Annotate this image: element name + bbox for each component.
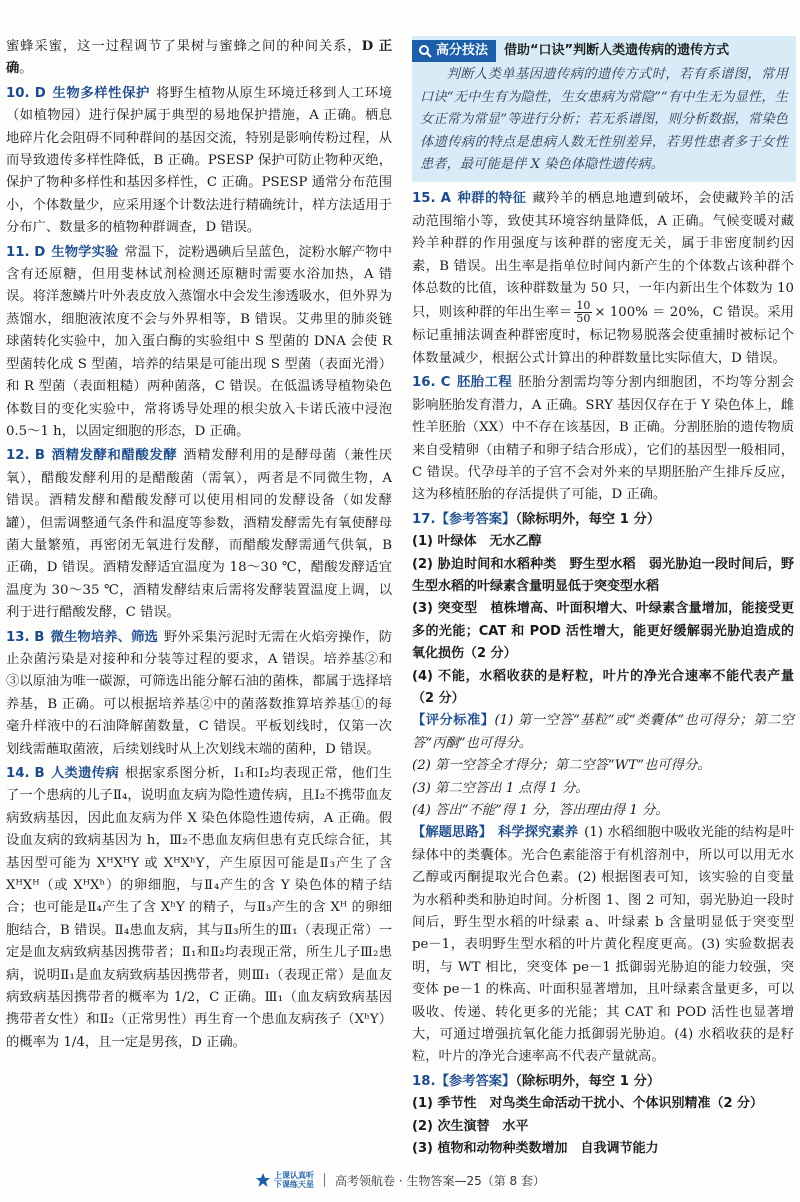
star-logo-icon [255, 1172, 271, 1188]
topic-label: 人类遗传病 [50, 766, 119, 781]
answer-line: (3) 突变型 植株增高、叶面积增大、叶绿素含量增加，能接受更多的光能；CAT 和 POD 活性增大，能更好缓解弱光胁迫造成的氧化损伤（2 分） [412, 601, 794, 662]
topic-label: 微生物培养、筛选 [50, 629, 158, 645]
footer-divider [324, 1173, 325, 1187]
tip-header [412, 40, 788, 62]
topic-label: 生物学实验 [51, 244, 119, 260]
brand-logo: 上课认真听 下课练天星 [255, 1171, 314, 1189]
footer-text: 高考领航卷 · 生物答案—25（第 8 套） [335, 1173, 545, 1188]
tip-title: 借助“口诀”判断人类遗传病的遗传方式 [504, 43, 730, 58]
right-column [412, 36, 794, 1161]
question-12: 12. B 酒精发酵和醋酸发酵 酒精发酵利用的是酵母菌（兼性厌氧），醋酸发酵利用的是醋酸菌（需氧），两者是不同微生物，A 错误。酒精发酵和醋酸发酵可以使用相同的发酵设备（如发酵罐），但需调整通气条件和温度等参数，酒精发酵需先有氧使酵母菌大量繁殖，再密闭无氧进行发酵，而醋酸发酵需通气供氧，B 正确，D 错误。酒精发酵适宜温度为 18～30 ℃，醋酸发酵适宜温度为 30～35 ℃，酒精发酵结束后需将发酵装置温度上调，以利于进行醋酸发酵，C 错误。 [6, 448, 393, 621]
answer-line: (4) 不能，水稻收获的是籽粒，叶片的净光合速率不能代表产量（2 分） [412, 668, 794, 706]
tip-tag: 高分技法 [412, 40, 496, 62]
answer-line: (1) 季节性 对鸟类生命活动干扰小、个体识别精准（2 分） [412, 1096, 764, 1112]
answer-line: (2) 胁迫时间和水稻种类 野生型水稻 弱光胁迫一段时间后，野生型水稻的叶绿素含量明显低于突变型水稻 [412, 556, 794, 594]
answer-line: (3) 植物和动物种类数增加 自我调节能力 [412, 1141, 659, 1157]
eval-line: (2) 第一空答全才得分；第二空答“WT”也可得分。 [412, 758, 711, 774]
fraction: $\frac{10}{50}$ [576, 299, 591, 326]
q9-continuation: 蜜蜂采蜜，这一过程调节了果树与蜜蜂之间的种间关系，D 正确。 [6, 39, 392, 77]
question-17-header: 17.【参考答案】（除标明外，每空 1 分） [412, 511, 661, 527]
solution-idea: 【解题思路】 科学探究素养 (1) 水稻细胞中吸收光能的结构是叶绿体中的类囊体。光合色素能溶于有机溶剂中，所以可以用无水乙醇或丙酮提取光合色素。(2) 根据图表可知，该实验的自变量为水稻种类和胁迫时间。分析图 1、图 2 可知，弱光胁迫一段时间后，野生型水稻的叶绿素 a、叶绿素 b 含量明显低于突变型 pe－1，表明野生型水稻的叶片黄化程度更高。(3) 实验数据表明，与 WT 相比，突变体 pe－1 抵御弱光胁迫的能力较强，突变体 pe－1 的株高、叶面积显著增加，且叶绿素含量更多，可以吸收、传递、转化更多的光能；其 CAT 和 POD 活性也显著增大，可通过增强抗氧化能力抵御弱光胁迫。(4) 水稻收获的是籽粒，叶片的净光合速率高不代表产量就高。 [412, 825, 794, 1065]
question-18-header: 18.【参考答案】（除标明外，每空 1 分） [412, 1073, 661, 1089]
topic-label: 胚胎工程 [456, 375, 513, 391]
left-column [6, 36, 392, 1054]
eval-standard: 【评分标准】(1) 第一空答“基粒”或“类囊体”也可得分；第二空答“丙酮”也可得分。 [412, 713, 794, 751]
page-footer [0, 1169, 800, 1191]
question-14: 14. B 人类遗传病 根据家系图分析，Ⅰ₁和Ⅰ₂均表现正常，他们生了一个患病的儿子Ⅱ₄，说明血友病为隐性遗传病，且Ⅰ₂不携带血友病致病基因，因此血友病为伴 X 染色体隐性遗传病，A 正确。假设血友病的致病基因为 h，Ⅲ₂不患血友病但患有克氏综合征，其基因型可能为 XᴴXᴴY 或 XᴴXʰY，产生原因可能是Ⅱ₃产生了含 XᴴXᴴ（或 XᴴXʰ）的卵细胞，与Ⅱ₄产生的含 Y 染色体的精子结合；也可能是Ⅱ₄产生了含 XʰY 的精子，与Ⅱ₃产生的含 Xᴴ 的卵细胞结合，B 错误。Ⅱ₄患血友病，其与Ⅱ₃所生的Ⅲ₁（表现正常）一定是血友病致病基因携带者；Ⅱ₁和Ⅱ₂均表现正常，所生儿子Ⅲ₂患病，说明Ⅱ₁是血友病致病基因携带者，则Ⅲ₁（表现正常）是血友病致病基因携带者的概率为 1/2，C 正确。Ⅲ₁（血友病致病基因携带者女性）和Ⅱ₂（正常男性）再生育一个患血友病孩子（XʰY）的概率为 1/4，且一定是男孩，D 正确。 [6, 766, 392, 1050]
topic-label: 酒精发酵和醋酸发酵 [50, 448, 178, 464]
question-16: 16. C 胚胎工程 胚胎分割需均等分割内细胞团，不均等分割会影响胚胎发育潜力，A 正确。SRY 基因仅存在于 Y 染色体上，雌性羊胚胎（XX）中不存在该基因，B 正确。分割胚胎的遗传物质来自受精卵（由精子和卵子结合形成），它们的基因型一般相同，C 错误。代孕母羊的子宫不会对外来的早期胚胎产生排斥反应，这为移植胚胎的存活提供了可能，D 正确。 [412, 375, 795, 503]
eval-line: (3) 第二空答出 1 点得 1 分。 [412, 780, 589, 796]
question-15: 15. A 种群的特征 藏羚羊的栖息地遭到破坏，会使藏羚羊的活动范围缩小等，致使其环境容纳量降低，A 正确。气候变暖对藏羚羊种群的作用强度与该种群的密度无关，属于非密度制约因素，B 错误。出生率是指单位时间内新产生的个体数占该种群个体总数的比值，该种群数量为 50 只，一年内新出生个体数为 10 只，则该种群的年出生率＝ $\frac{10}{50}$ × 100% ＝ 20%，C 错误。采用标记重捕法调查种群密度时，标记物易脱落会使重捕时被标记个体数量减少，根据公式计算出的种群数量比实际值大，D 错误。 [412, 191, 795, 366]
question-13: 13. B 微生物培养、筛选 野外采集污泥时无需在火焰旁操作，防止杂菌污染是对接种和分装等过程的要求，A 错误。培养基②和③以原油为唯一碳源，可筛选出能分解石油的菌株，都属于选择培养基，B 正确。可以根据培养基②中的菌落数推算培养基①的每毫升样液中的石油降解菌数量，C 错误。平板划线时，仅第一次划线需蘸取菌液，后续划线时从上次划线末端的菌种，D 错误。 [6, 629, 392, 757]
eval-line: (4) 答出“不能”得 1 分，答出理由得 1 分。 [412, 803, 669, 818]
question-10: 10. D 生物多样性保护 将野生植物从原生环境迁移到人工环境（如植物园）进行保护属于典型的易地保护措施，A 正确。栖息地碎片化会阻碍不同种群间的基因交流，特别是影响传粉过程，从而导致遗传多样性降低，B 正确。PSESP 保护可防止物种灭绝，保护了物种多样性和基因多样性，C 正确。PSESP 通常分布范围小，个体数量少，应采用逐个计数法进行精确统计，样方法适用于分布广、数量多的植物种群调查，D 错误。 [6, 85, 393, 236]
question-11: 11. D 生物学实验 常温下，淀粉遇碘后呈蓝色，淀粉水解产物中含有还原糖，但用斐林试剂检测还原糖时需要水浴加热，A 错误。将洋葱鳞片叶外表皮放入蒸馏水中会发生渗透吸水，但外界为蒸馏水，细胞液浓度不会与外界相等，B 错误。艾弗里的肺炎链球菌转化实验中，加入蛋白酶的实验组中 S 型菌的 DNA 会使 R 型菌转化成 S 型菌，培养的结果是可能出现 S 型菌（表面光滑）和 R 型菌（表面粗糙）两种菌落，C 错误。在低温诱导植物染色体数目的变化实验中，常将诱导处理的根尖放入卡诺氏液中浸泡 0.5～1 h，以固定细胞的形态，D 正确。 [6, 244, 392, 439]
tip-box [412, 36, 796, 182]
answer-line: (1) 叶绿体 无水乙醇 [412, 534, 542, 550]
topic-label: 种群的特征 [456, 191, 527, 207]
topic-label: 生物多样性保护 [51, 85, 150, 101]
magnifier-icon [418, 44, 432, 58]
tip-body: 判断人类单基因遗传病的遗传方式时，若有系谱图，常用口诀“无中生有为隐性，生女患病为常隐”“有中生无为显性，生女正常为常显”等进行分析；若无系谱图，则分析数据，常染色体遗传病的特点是患病人数无性别差异，若男性患者多于女性患者，最可能是伴 X 染色体隐性遗传病。 [420, 67, 788, 173]
answer-line: (2) 次生演替 水平 [412, 1118, 529, 1134]
